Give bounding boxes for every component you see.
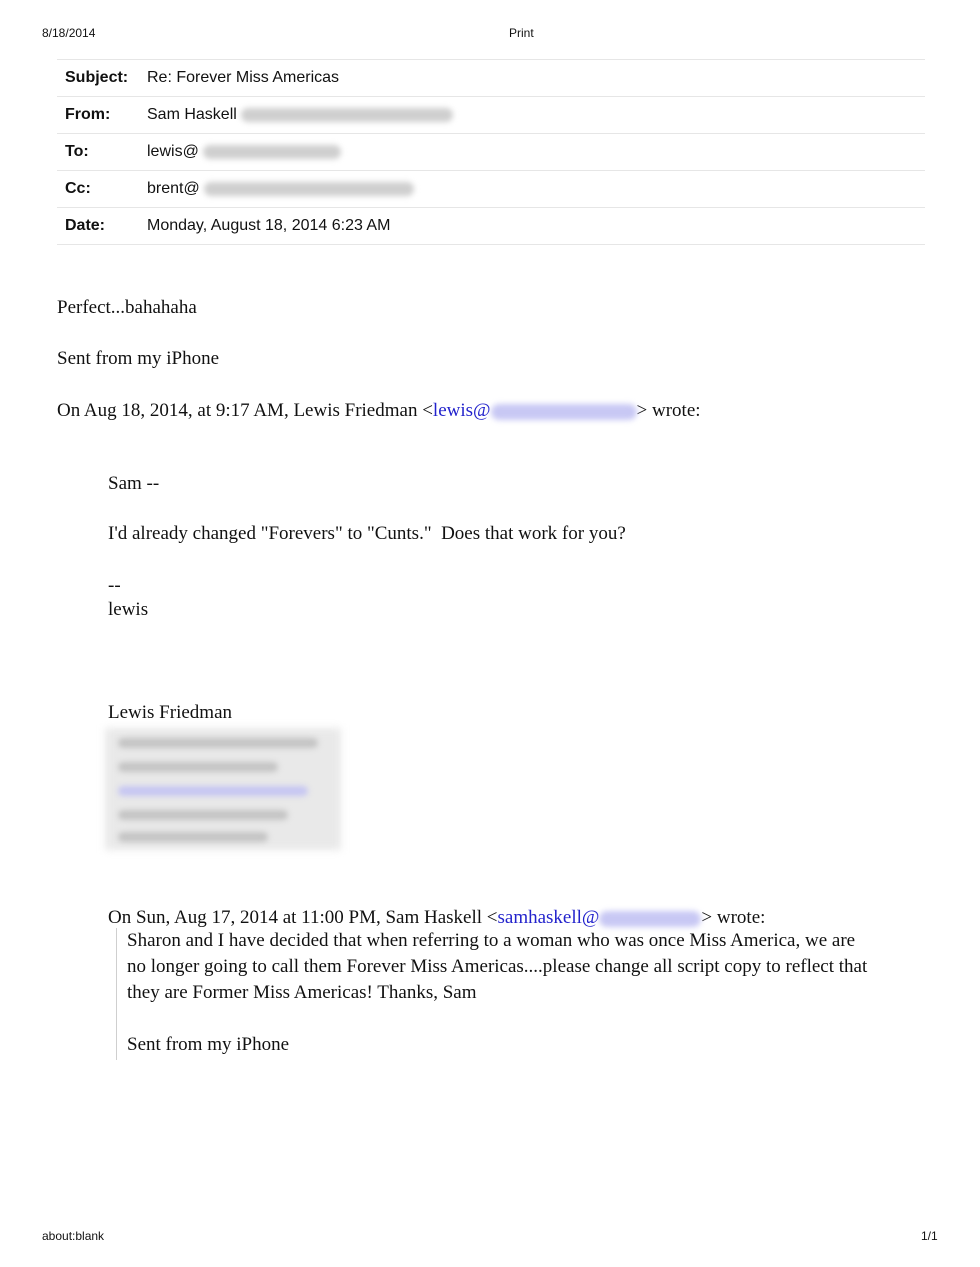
cc-label: Cc: [65, 180, 91, 197]
reply-signature: Sent from my iPhone [57, 348, 220, 369]
quote1-dashes: -- [108, 575, 121, 596]
reply-text: Perfect...bahahaha [57, 297, 197, 318]
redacted-line [118, 738, 318, 748]
redacted-email [491, 404, 637, 420]
print-title: Print [509, 26, 534, 40]
subject-value: Re: Forever Miss Americas [147, 69, 340, 86]
footer-page-number: 1/1 [921, 1229, 938, 1243]
redacted-line [118, 832, 268, 842]
quote1-intro: On Aug 18, 2014, at 9:17 AM, Lewis Friedman <lewis@ > wrote: [57, 400, 701, 421]
redacted-email [203, 145, 341, 159]
to-label: To: [65, 143, 89, 160]
cc-row [57, 171, 925, 208]
email-header [57, 59, 925, 245]
quote2-line-3: they are Former Miss Americas! Thanks, Sam [127, 982, 477, 1003]
redacted-line [118, 762, 278, 772]
date-value: Monday, August 18, 2014 6:23 AM [147, 217, 391, 234]
subject-label: Subject: [65, 69, 129, 86]
from-label: From: [65, 106, 111, 123]
to-value: lewis@ [147, 143, 199, 160]
quote2-signature: Sent from my iPhone [127, 1034, 290, 1055]
quote2-line-1: Sharon and I have decided that when referring to a woman who was once Miss America, we are [127, 930, 856, 951]
from-row [57, 97, 925, 134]
quote1-signature-name: Lewis Friedman [108, 702, 233, 723]
redacted-email [204, 182, 414, 196]
quote1-message: I'd already changed "Forevers" to "Cunts." Does that work for you? [108, 523, 626, 544]
quote1-name: lewis [108, 599, 149, 620]
date-row [57, 208, 925, 245]
quote2-email-link[interactable]: samhaskell@ [497, 907, 600, 928]
to-row [57, 134, 925, 171]
redacted-line [118, 786, 308, 796]
quote1-greeting: Sam -- [108, 473, 160, 494]
redacted-line [118, 810, 288, 820]
redacted-email [599, 911, 701, 927]
print-date: 8/18/2014 [42, 26, 96, 40]
quoted-message [116, 928, 916, 1060]
quote2-intro: On Sun, Aug 17, 2014 at 11:00 PM, Sam Haskell <samhaskell@ > wrote: [108, 907, 766, 928]
redacted-email [241, 108, 453, 122]
date-label: Date: [65, 217, 106, 234]
subject-row [57, 60, 925, 97]
from-value: Sam Haskell [147, 106, 237, 123]
quote1-email-link[interactable]: lewis@ [432, 400, 491, 421]
footer-url: about:blank [42, 1229, 105, 1243]
quote2-line-2: no longer going to call them Forever Miss Americas....please change all script copy to reflect that [127, 956, 868, 977]
cc-value: brent@ [147, 180, 200, 197]
